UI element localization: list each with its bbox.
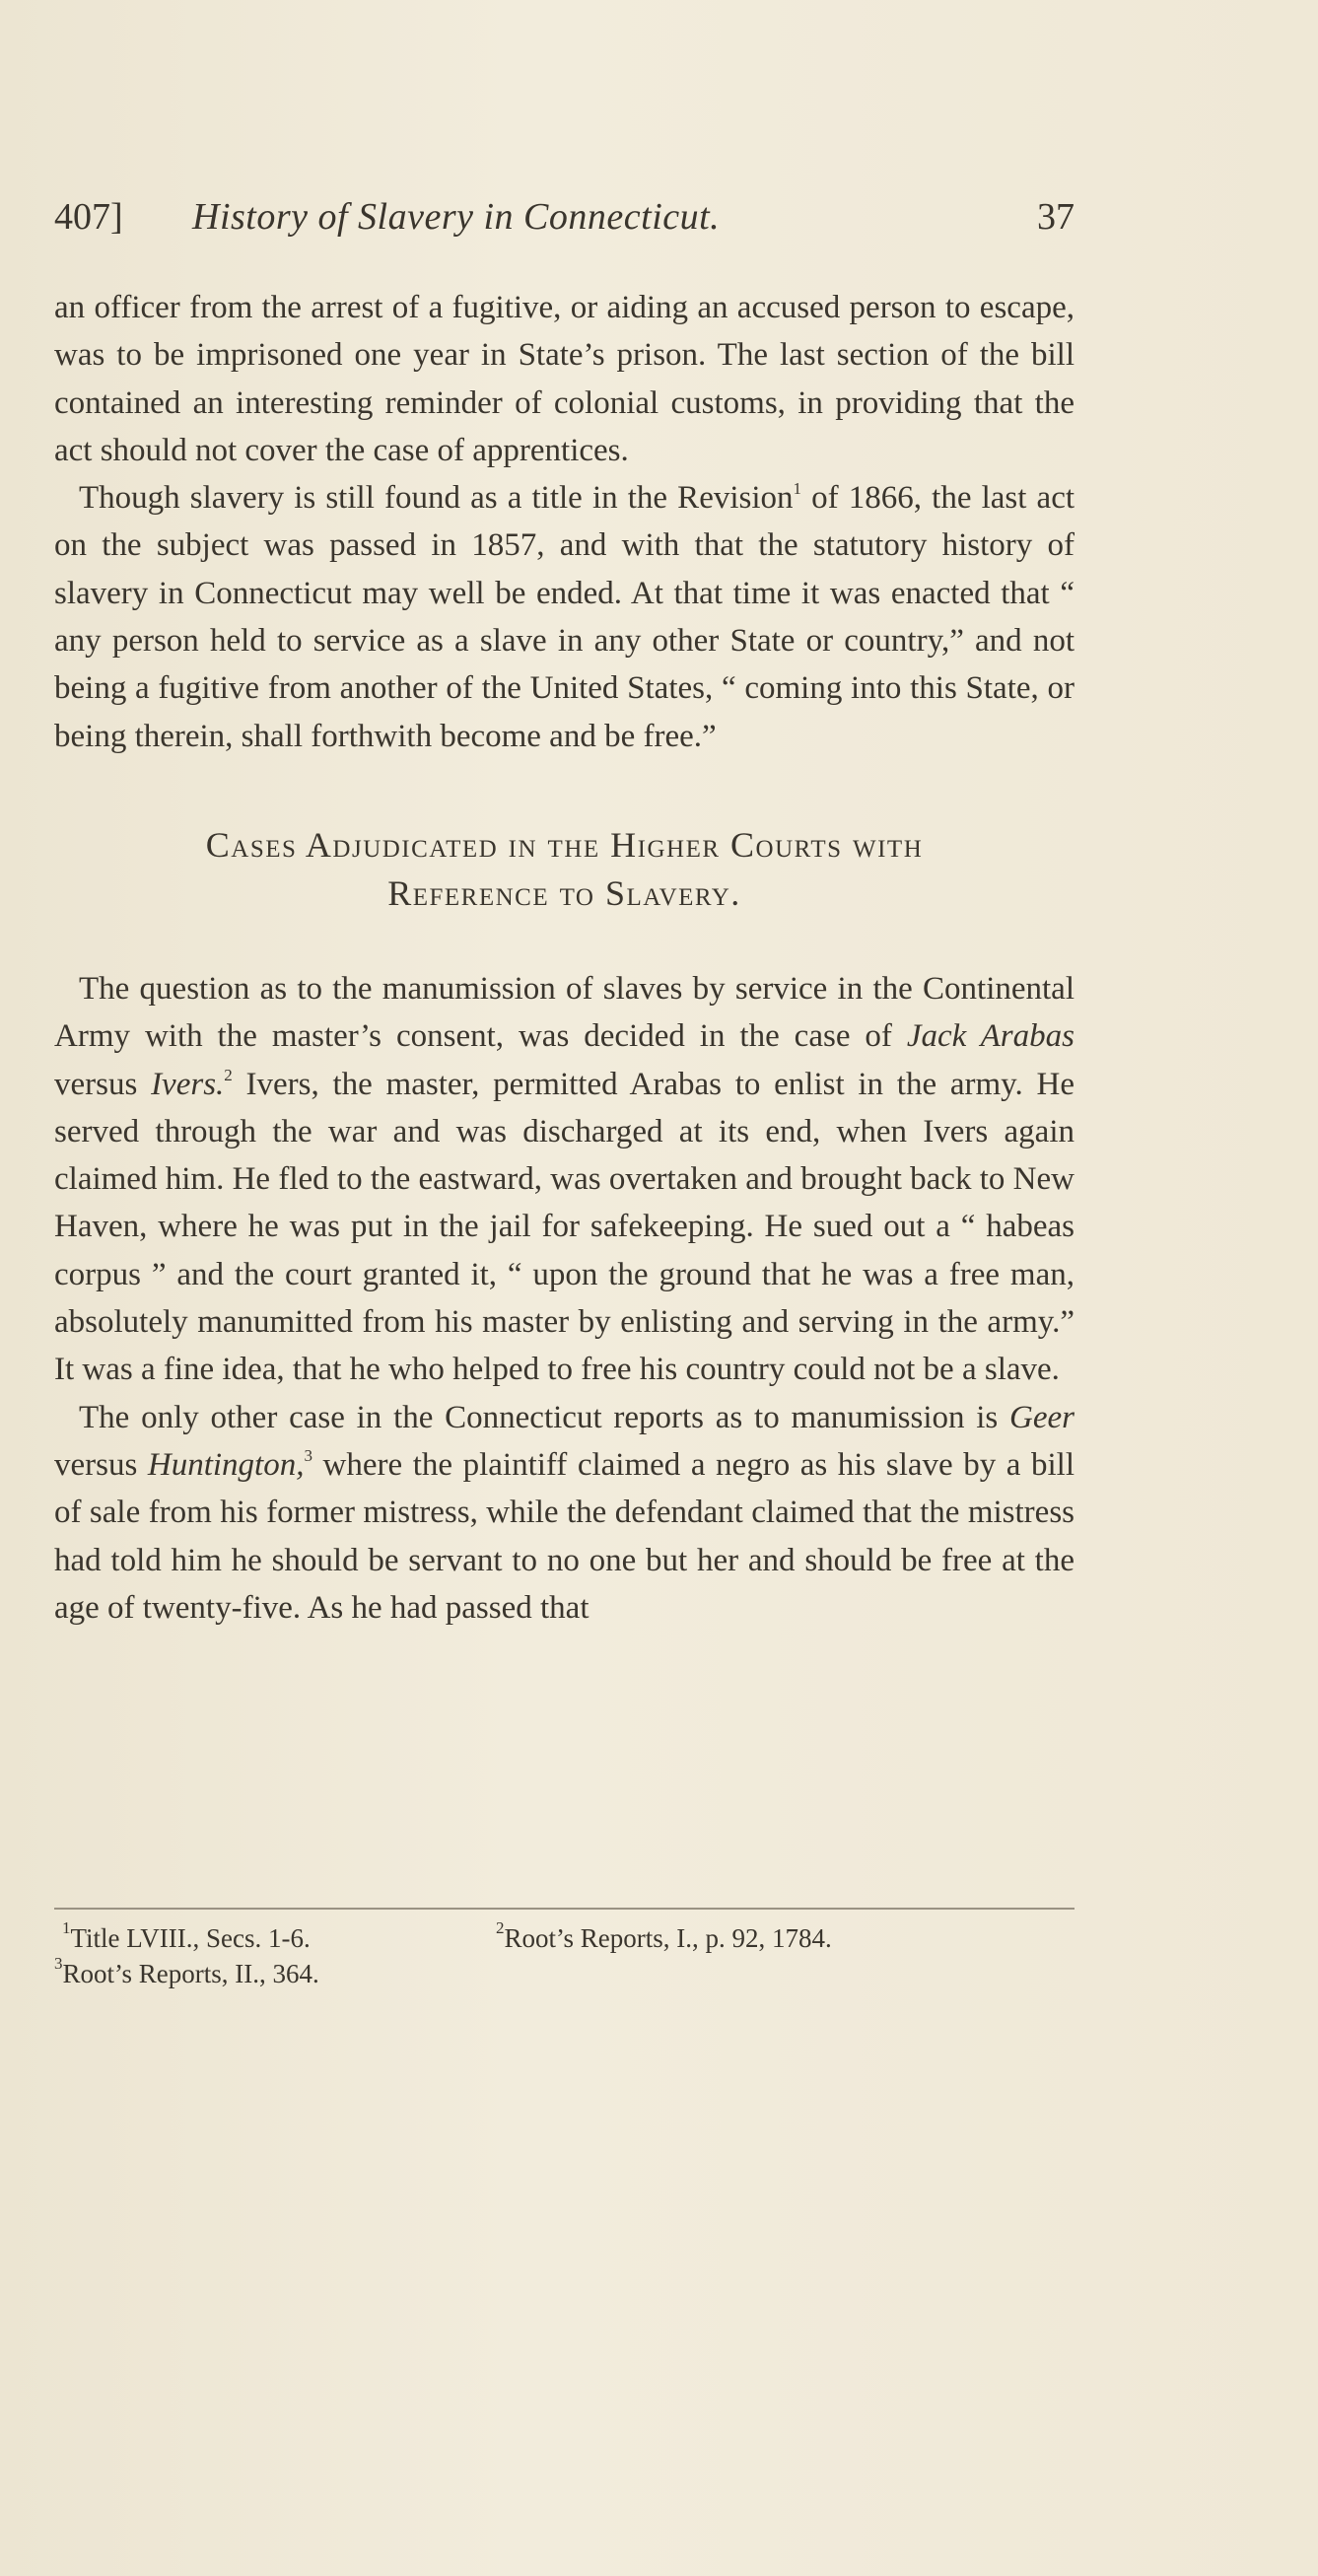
footnote-row-2 [54,1956,1075,1991]
footnote-3-mark: 3 [54,1954,63,1973]
paragraph-4-text-c: where the plaintiff claimed a negro as his slave by a bill of sale from his former mistress, while the defendant claimed that the mistress had told him he should be servant to no one but her and should be free at the age of twenty-five. As he had passed that [54,1446,1075,1626]
section-heading [54,821,1075,918]
case-name-geer: Geer [1009,1399,1075,1435]
paragraph-3-text-c: Ivers, the master, permitted Arabas to enlist in the army. He served through the war and was discharged at its end, when Ivers again claimed him. He fled to the eastward, was overtaken and brought back to New Haven, where he was put in the jail for safekeeping. He sued out a “ habeas corpus ” and the court granted it, “ upon the ground that he was a free man, absolutely manumitted from his master by enlisting and serving in the army.” It was a fine idea, that he who helped to free his country could not be a slave. [54,1066,1075,1388]
page-range-left: 407] [54,196,123,238]
paragraph-2-text-a: Though slavery is still found as a title in the Revision [79,480,794,517]
paragraph-3-text-a: The question as to the manumission of slaves by service in the Continental Army with the master’s consent, was decided in the case of [54,970,1075,1055]
footnote-1 [54,1920,496,1956]
paragraph-3-text-b: versus [54,1066,152,1102]
case-name-ivers: Ivers. [151,1066,225,1102]
footnote-ref-3: 3 [304,1445,312,1465]
paragraph-4-text-a: The only other case in the Connecticut reports as to manumission is [79,1399,1010,1435]
footnote-3 [54,1956,319,1991]
paragraph-2-text-b: of 1866, the last act on the subject was passed in 1857, and with that the statutory history of slavery in Connecticut may well be ended. At that time it was enacted that “ any person held to service as a slave in any other State or country,” and not being a fugitive from another of the United States, “ coming into this State, or being therein, shall forthwith become and be free.” [54,480,1075,754]
footnote-1-text: Title LVIII., Secs. 1-6. [70,1923,311,1953]
section-heading-line-2: Reference to Slavery. [387,872,741,913]
paragraph-4 [54,1394,1075,1632]
footnotes [54,1920,1075,1991]
case-name-arabas: Jack Arabas [906,1018,1075,1055]
footnote-divider [54,1908,1075,1910]
footnote-ref-1: 1 [793,479,802,499]
footnote-row-1 [54,1920,1075,1956]
case-name-huntington: Huntington, [147,1446,305,1483]
paragraph-3 [54,965,1075,1394]
footnote-2-text: Root’s Reports, I., p. 92, 1784. [504,1923,832,1953]
footnote-ref-2: 2 [224,1065,233,1084]
footnote-3-text: Root’s Reports, II., 364. [62,1959,319,1988]
footnote-2-mark: 2 [496,1918,505,1937]
paragraph-1: an officer from the arrest of a fugitive, or aiding an accused person to escape, was to be imprisoned one year in State’s prison. The last section of the bill contained an interesting reminder of colonial customs, in providing that the act should not cover the case of apprentices. [54,290,1075,468]
body-text [54,284,1075,1632]
page-number: 37 [1037,196,1075,238]
running-header [54,195,1075,244]
paragraph-4-text-b: versus [54,1446,148,1483]
footnote-2 [496,1920,1075,1956]
running-title: History of Slavery in Connecticut. [192,196,721,238]
footnote-1-mark: 1 [62,1918,71,1937]
paragraph-2 [54,474,1075,760]
section-heading-line-1: Cases Adjudicated in the Higher Courts with [205,824,924,865]
